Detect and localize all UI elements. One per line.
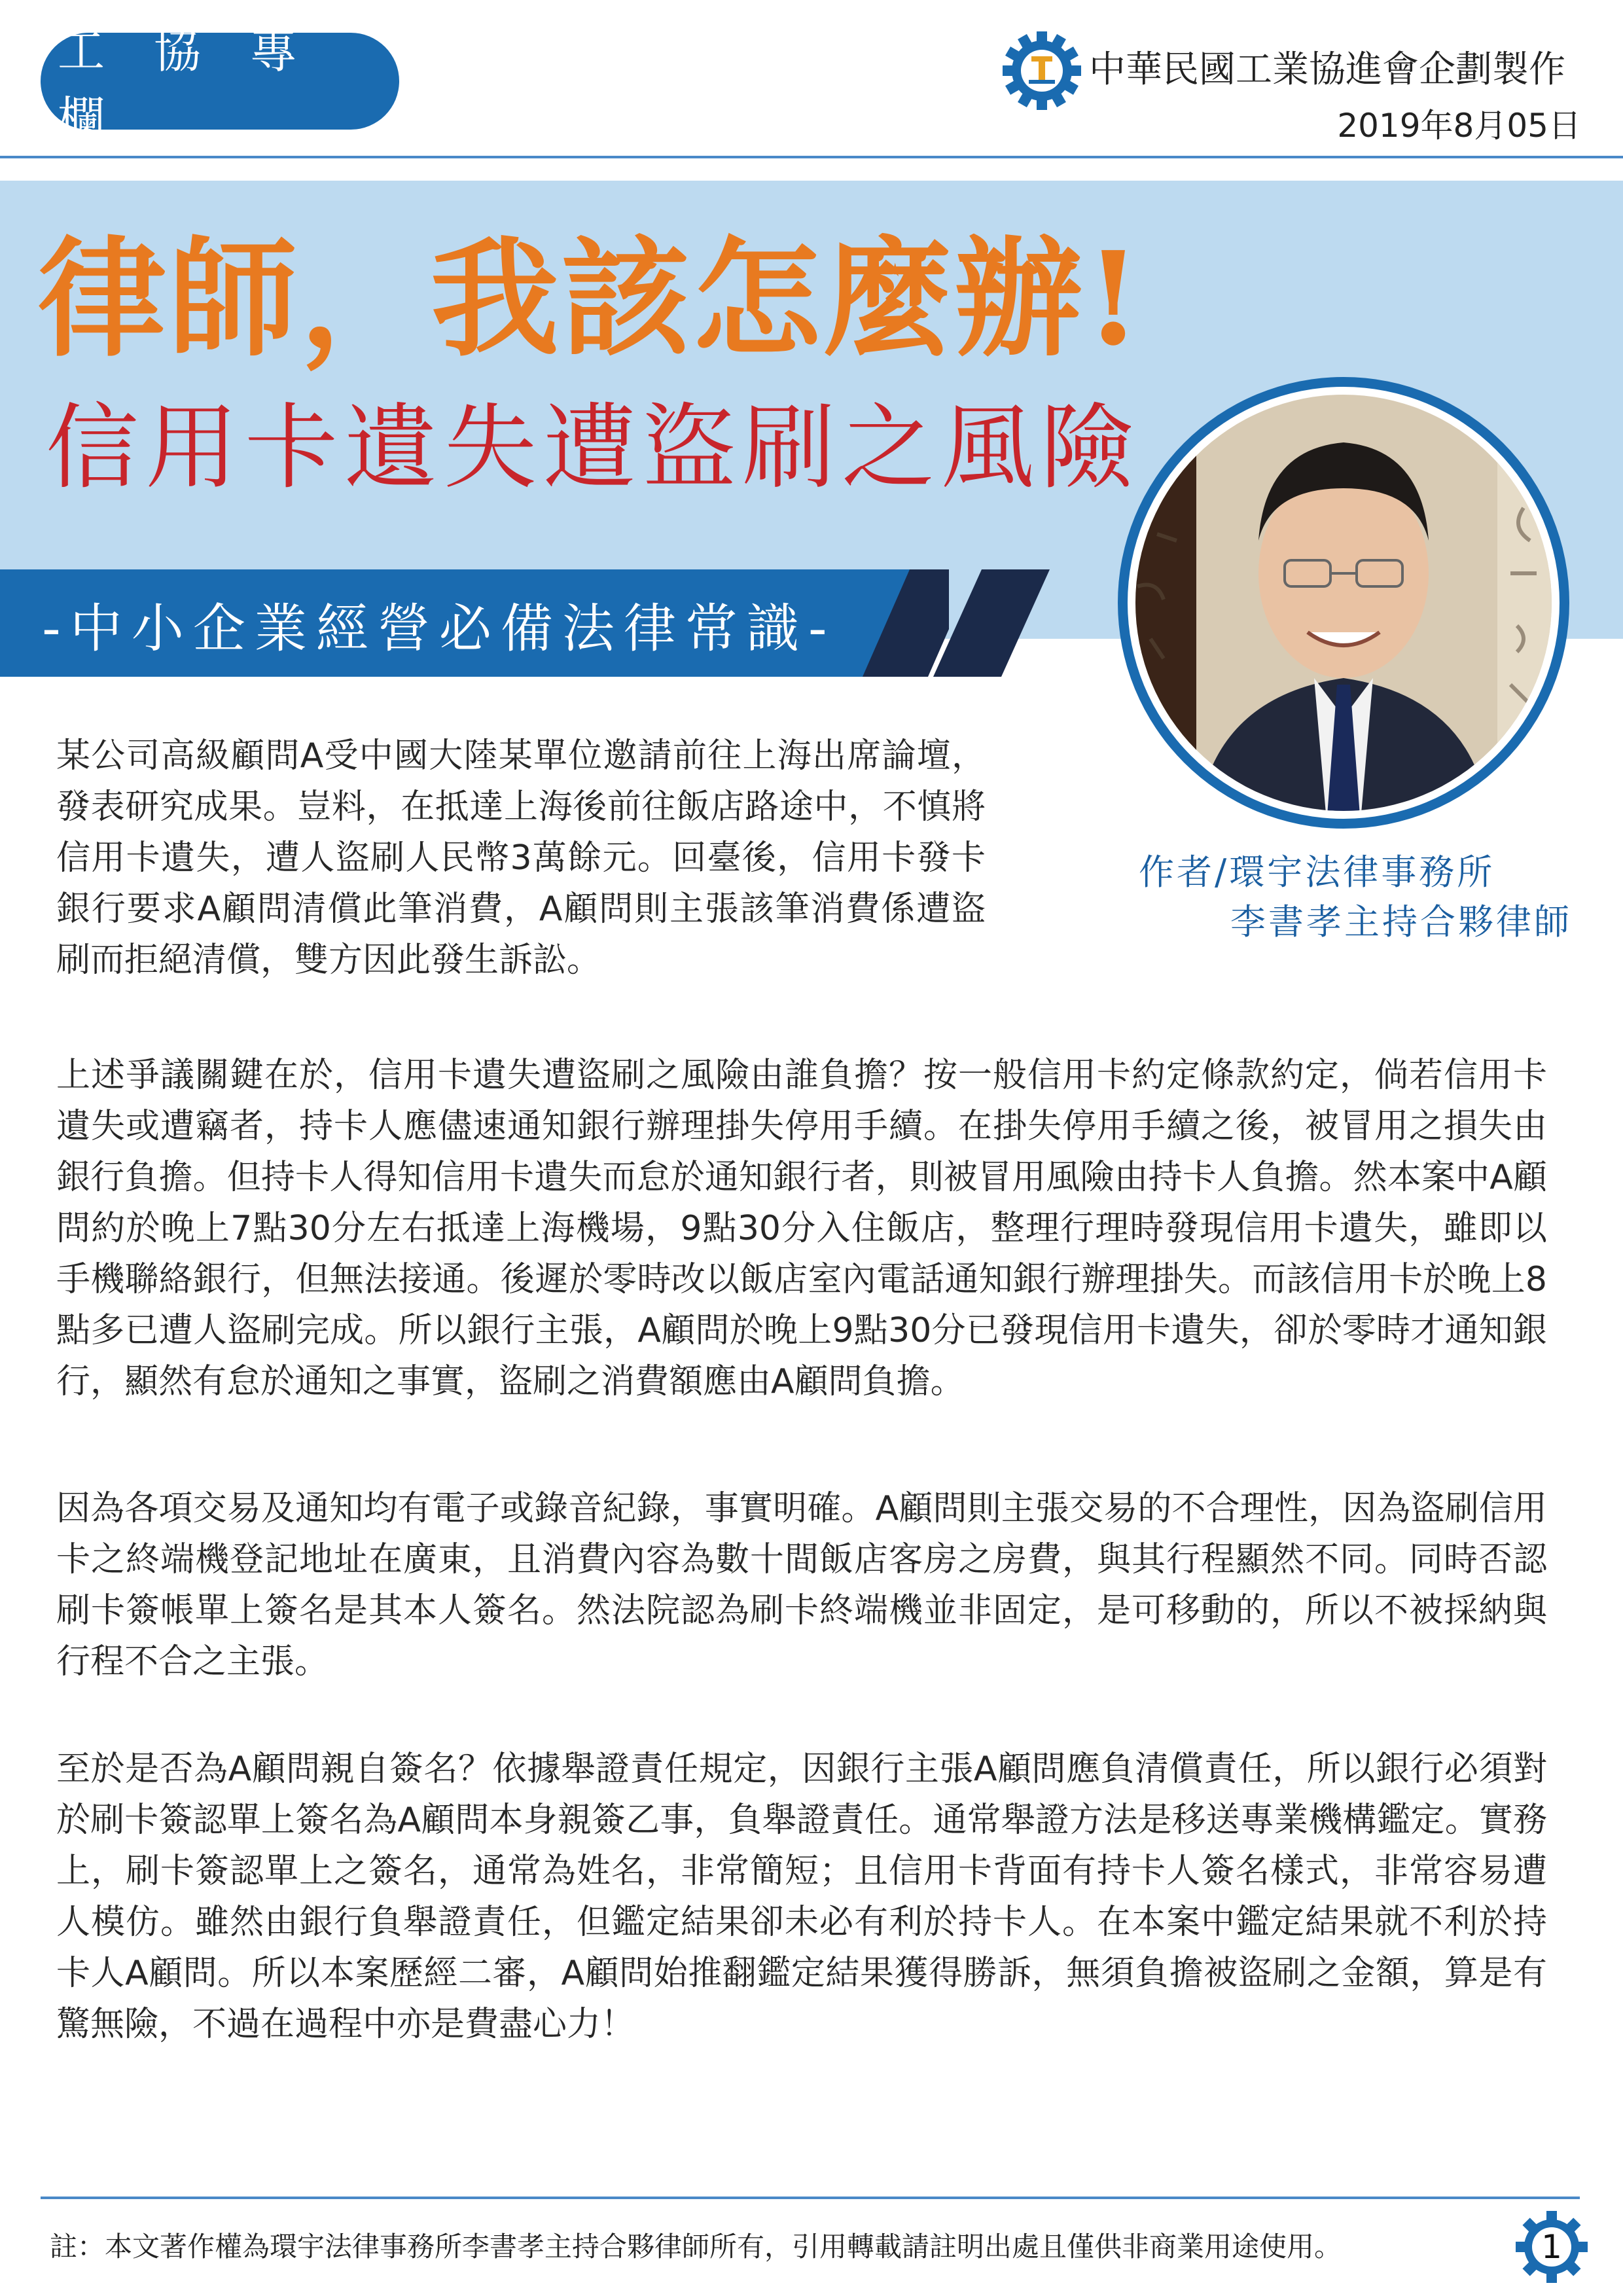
- org-name: 中華民國工業協進會企劃製作: [1089, 48, 1565, 91]
- tagline-text: -中小企業經營必備法律常識-: [42, 598, 836, 659]
- column-label: 工 協 專 欄: [58, 24, 314, 147]
- author-credit-name: 李書孝主持合夥律師: [1230, 901, 1572, 942]
- article-paragraph-1: 某公司高級顧問A受中國大陸某單位邀請前往上海出席論壇，發表研究成果。豈料，在抵達上海後前往飯店路途中，不慎將信用卡遺失，遭人盜刷人民幣3萬餘元。回臺後，信用卡發卡銀行要求A顧問清償此筆消費，A顧問則主張該筆消費係遭盜刷而拒絕清償，雙方因此發生訴訟。: [56, 736, 986, 980]
- author-credit-firm: 作者/環宇法律事務所: [1139, 852, 1495, 893]
- author-portrait: [1118, 377, 1569, 829]
- copyright-note: 註：本文著作權為環宇法律事務所李書孝主持合夥律師所有，引用轉載請註明出處且僅供非商業用途使用。: [50, 2231, 1342, 2263]
- article-title: 律師，我該怎麼辦!: [38, 224, 1145, 374]
- gear-logo-icon: [1003, 31, 1081, 110]
- header-divider: [0, 156, 1623, 158]
- article-subtitle: 信用卡遺失遭盜刷之風險: [46, 394, 1140, 502]
- article-paragraph-3: 因為各項交易及通知均有電子或錄音紀錄，事實明確。A顧問則主張交易的不合理性，因為盜刷信用卡之終端機登記地址在廣東，且消費內容為數十間飯店客房之房費，與其行程顯然不同。同時否認刷卡簽帳單上簽名是其本人簽名。然法院認為刷卡終端機並非固定，是可移動的，所以不被採納與行程不合之主張。: [56, 1489, 1547, 1681]
- footer-divider: [41, 2197, 1580, 2199]
- column-badge: [41, 24, 399, 147]
- article-paragraph-2: 上述爭議關鍵在於，信用卡遺失遭盜刷之風險由誰負擔？按一般信用卡約定條款約定，倘若信用卡遺失或遭竊者，持卡人應儘速通知銀行辦理掛失停用手續。在掛失停用手續之後，被冒用之損失由銀行負擔。但持卡人得知信用卡遺失而怠於通知銀行者，則被冒用風險由持卡人負擔。然本案中A顧問約於晚上7點30分左右抵達上海機場，9點30分入住飯店，整理行理時發現信用卡遺失，雖即以手機聯絡銀行，但無法接通。後遲於零時改以飯店室內電話通知銀行辦理掛失。而該信用卡於晚上8點多已遭人盜刷完成。所以銀行主張，A顧問於晚上9點30分已發現信用卡遺失，卻於零時才通知銀行，顯然有怠於通知之事實，盜刷之消費額應由A顧問負擔。: [56, 1056, 1547, 1401]
- publish-date: 2019年8月05日: [1337, 107, 1581, 145]
- tagline-accent-stripe: [906, 569, 1050, 677]
- page-number: 1: [1541, 2228, 1562, 2266]
- article-paragraph-4: 至於是否為A顧問親自簽名？依據舉證責任規定，因銀行主張A顧問應負清償責任，所以銀行必須對於刷卡簽認單上簽名為A顧問本身親簽乙事，負舉證責任。通常舉證方法是移送專業機構鑑定。實務上，刷卡簽認單上之簽名，通常為姓名，非常簡短；且信用卡背面有持卡人簽名樣式，非常容易遭人模仿。雖然由銀行負舉證責任，但鑑定結果卻未必有利於持卡人。在本案中鑑定結果就不利於持卡人A顧問。所以本案歷經二審，A顧問始推翻鑑定結果獲得勝訴，無須負擔被盜刷之金額，算是有驚無險，不過在過程中亦是費盡心力！: [56, 1749, 1547, 2044]
